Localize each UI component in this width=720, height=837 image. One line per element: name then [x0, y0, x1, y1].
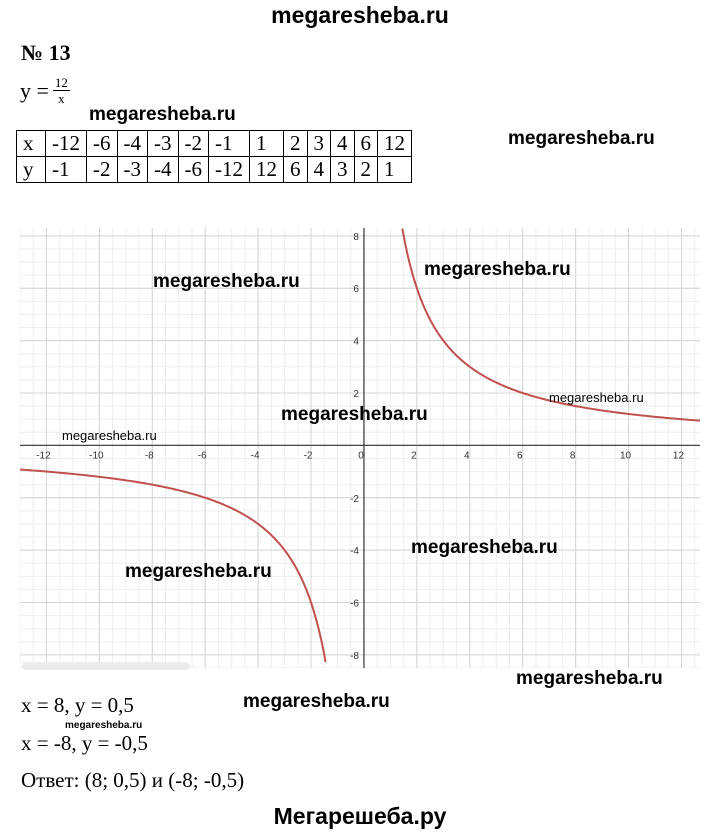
- y-cell: -4: [148, 157, 179, 183]
- x-cell: -4: [117, 131, 148, 157]
- formula-numerator: 12: [54, 75, 68, 90]
- x-cell: 12: [378, 131, 412, 157]
- watermark: megaresheba.ru: [424, 259, 571, 280]
- site-footer: Мегарешеба.ру: [273, 803, 447, 829]
- y-cell: -12: [209, 157, 250, 183]
- x-cell: -12: [46, 131, 87, 157]
- y-header-cell: y: [17, 157, 46, 183]
- x-tick-label: -12: [36, 450, 51, 462]
- answer-line: Ответ: (8; 0,5) и (-8; -0,5): [21, 768, 245, 792]
- values-table: [16, 130, 412, 183]
- graph-scrollbar[interactable]: [22, 662, 190, 670]
- watermark: megaresheba.ru: [281, 404, 428, 425]
- y-cell: 2: [354, 157, 378, 183]
- y-cell: 6: [284, 157, 308, 183]
- x-cell: 3: [307, 131, 331, 157]
- y-cell: -2: [87, 157, 118, 183]
- x-cell: 4: [331, 131, 355, 157]
- y-tick-label: -4: [350, 546, 359, 558]
- y-tick-label: 4: [353, 336, 359, 348]
- watermark: megaresheba.ru: [549, 390, 644, 405]
- y-cell: 3: [331, 157, 355, 183]
- solution-line-1: x = 8, y = 0,5: [21, 693, 134, 717]
- problem-number: № 13: [21, 40, 71, 65]
- y-cell: -1: [46, 157, 87, 183]
- x-cell: 1: [250, 131, 284, 157]
- watermark: megaresheba.ru: [411, 537, 558, 558]
- watermark: megaresheba.ru: [153, 271, 300, 292]
- x-tick-label: -8: [144, 450, 154, 462]
- formula-lhs: y =: [20, 77, 49, 103]
- y-cell: -3: [117, 157, 148, 183]
- watermark: megaresheba.ru: [62, 428, 157, 443]
- y-row: [17, 157, 412, 183]
- x-tick-label: 12: [672, 450, 685, 462]
- x-tick-label: 6: [516, 450, 523, 462]
- formula-fraction: [53, 76, 70, 105]
- x-tick-label: 2: [411, 450, 417, 462]
- y-tick-label: -6: [350, 598, 359, 610]
- x-tick-label: 4: [464, 450, 470, 462]
- y-tick-label: 8: [353, 231, 359, 243]
- x-cell: -3: [148, 131, 179, 157]
- x-cell: 6: [354, 131, 378, 157]
- x-tick-label: -6: [197, 450, 207, 462]
- function-graph: [20, 228, 700, 668]
- y-tick-label: -8: [350, 650, 359, 662]
- watermark: megaresheba.ru: [516, 668, 663, 689]
- y-tick-label: 6: [353, 284, 359, 296]
- x-row: [17, 131, 412, 157]
- x-cell: -6: [87, 131, 118, 157]
- y-cell: -6: [178, 157, 209, 183]
- function-formula: [20, 76, 70, 105]
- y-cell: 1: [378, 157, 412, 183]
- x-tick-label: -10: [89, 450, 104, 462]
- x-cell: -1: [209, 131, 250, 157]
- watermark: megaresheba.ru: [508, 128, 655, 149]
- x-tick-label: -4: [250, 450, 260, 462]
- watermark: megaresheba.ru: [243, 691, 390, 712]
- x-tick-label: 8: [569, 450, 576, 462]
- x-tick-label: 0: [358, 450, 364, 462]
- x-cell: -2: [178, 131, 209, 157]
- y-tick-label: -2: [350, 493, 359, 505]
- x-header-cell: x: [17, 131, 46, 157]
- site-header: megaresheba.ru: [271, 2, 449, 28]
- y-cell: 4: [307, 157, 331, 183]
- watermark: megaresheba.ru: [125, 561, 272, 582]
- y-tick-label: 2: [353, 389, 359, 400]
- x-tick-label: 10: [619, 450, 632, 462]
- x-tick-label: -2: [303, 450, 313, 462]
- solution-line-2: x = -8, y = -0,5: [21, 731, 148, 755]
- formula-denominator: x: [58, 91, 65, 106]
- y-cell: 12: [250, 157, 284, 183]
- watermark: megaresheba.ru: [89, 104, 236, 125]
- x-cell: 2: [284, 131, 308, 157]
- watermark: megaresheba.ru: [65, 720, 143, 731]
